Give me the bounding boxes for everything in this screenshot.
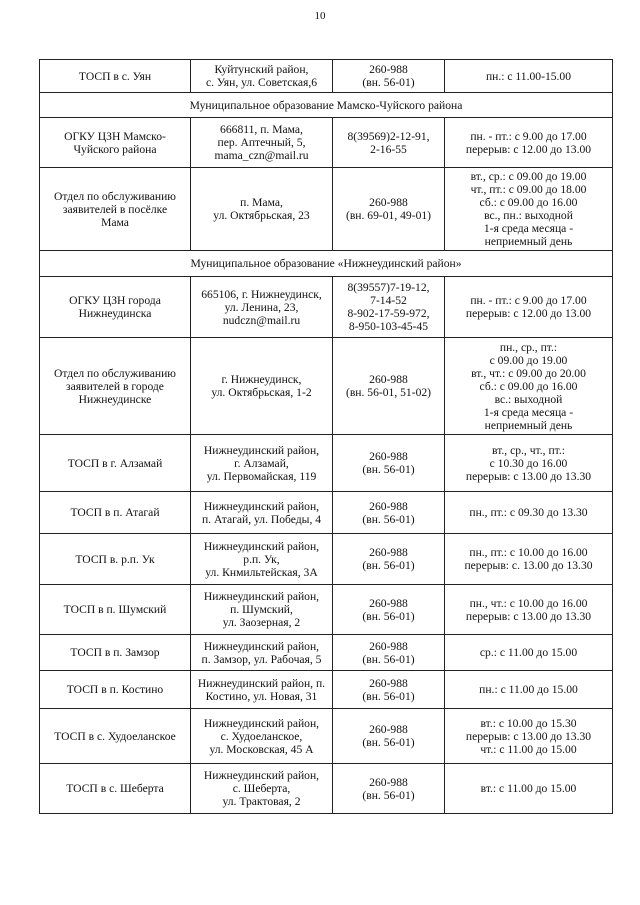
section-header-row xyxy=(40,251,613,277)
office-name-cell: ТОСП в п. Шумский xyxy=(40,585,191,635)
address-cell: Нижнеудинский район, п. Шумский, ул. Заозерная, 2 xyxy=(191,585,333,635)
hours-cell: вт.: с 10.00 до 15.30 перерыв: с 13.00 до 13.30 чт.: с 11.00 до 15.00 xyxy=(445,709,613,764)
office-name-cell: ТОСП в п. Костино xyxy=(40,671,191,709)
table-row xyxy=(40,168,613,251)
office-schedule-table xyxy=(39,59,613,814)
table-row xyxy=(40,709,613,764)
phone-cell: 260-988 (вн. 56-01) xyxy=(333,764,445,814)
page-number: 10 xyxy=(314,10,326,22)
hours-cell: пн.: с 11.00-15.00 xyxy=(445,60,613,93)
address-cell: 665106, г. Нижнеудинск, ул. Ленина, 23, nudczn@mail.ru xyxy=(191,277,333,338)
office-name-cell: ТОСП в п. Атагай xyxy=(40,492,191,534)
address-cell: Куйтунский район, с. Уян, ул. Советская,6 xyxy=(191,60,333,93)
address-cell: Нижнеудинский район, п. Замзор, ул. Рабочая, 5 xyxy=(191,635,333,671)
address-cell: Нижнеудинский район, г. Алзамай, ул. Первомайская, 119 xyxy=(191,435,333,492)
hours-cell: пн., ср., пт.: с 09.00 до 19.00 вт., чт.: с 09.00 до 20.00 сб.: с 09.00 до 16.00 вс.: выходной 1-я среда месяца - неприемный день xyxy=(445,338,613,435)
section-title: Муниципальное образование «Нижнеудинский район» xyxy=(40,251,613,277)
hours-cell: ср.: с 11.00 до 15.00 xyxy=(445,635,613,671)
office-name-cell: Отдел по обслуживанию заявителей в городе Нижнеудинске xyxy=(40,338,191,435)
hours-cell: вт., ср., чт., пт.: с 10.30 до 16.00 перерыв: с 13.00 до 13.30 xyxy=(445,435,613,492)
office-name-cell: ОГКУ ЦЗН города Нижнеудинска xyxy=(40,277,191,338)
office-name-cell: ТОСП в г. Алзамай xyxy=(40,435,191,492)
hours-cell: пн., пт.: с 09.30 до 13.30 xyxy=(445,492,613,534)
table-row xyxy=(40,671,613,709)
table-body xyxy=(40,60,613,814)
hours-cell: пн., пт.: с 10.00 до 16.00 перерыв: с. 13.00 до 13.30 xyxy=(445,534,613,585)
table-row xyxy=(40,277,613,338)
phone-cell: 260-988 (вн. 56-01, 51-02) xyxy=(333,338,445,435)
phone-cell: 260-988 (вн. 56-01) xyxy=(333,585,445,635)
office-name-cell: ТОСП в. р.п. Ук xyxy=(40,534,191,585)
phone-cell: 260-988 (вн. 56-01) xyxy=(333,709,445,764)
hours-cell: вт.: с 11.00 до 15.00 xyxy=(445,764,613,814)
table-row xyxy=(40,492,613,534)
hours-cell: вт., ср.: с 09.00 до 19.00 чт., пт.: с 09.00 до 18.00 сб.: с 09.00 до 16.00 вс., пн.: выходной 1-я среда месяца - неприемный день xyxy=(445,168,613,251)
address-cell: Нижнеудинский район, п. Атагай, ул. Победы, 4 xyxy=(191,492,333,534)
section-title: Муниципальное образование Мамско-Чуйского района xyxy=(40,93,613,118)
table-row xyxy=(40,764,613,814)
hours-cell: пн. - пт.: с 9.00 до 17.00 перерыв: с 12.00 до 13.00 xyxy=(445,118,613,168)
phone-cell: 8(39569)2-12-91, 2-16-55 xyxy=(333,118,445,168)
table-row xyxy=(40,585,613,635)
table-row xyxy=(40,60,613,93)
address-cell: Нижнеудинский район, п. Костино, ул. Новая, 31 xyxy=(191,671,333,709)
address-cell: Нижнеудинский район, с. Шеберта, ул. Трактовая, 2 xyxy=(191,764,333,814)
table-row xyxy=(40,435,613,492)
phone-cell: 260-988 (вн. 56-01) xyxy=(333,534,445,585)
office-name-cell: ОГКУ ЦЗН Мамско- Чуйского района xyxy=(40,118,191,168)
office-name-cell: ТОСП в с. Худоеланское xyxy=(40,709,191,764)
hours-cell: пн., чт.: с 10.00 до 16.00 перерыв: с 13.00 до 13.30 xyxy=(445,585,613,635)
phone-cell: 8(39557)7-19-12, 7-14-52 8-902-17-59-972, 8-950-103-45-45 xyxy=(333,277,445,338)
table-row xyxy=(40,534,613,585)
hours-cell: пн.: с 11.00 до 15.00 xyxy=(445,671,613,709)
hours-cell: пн. - пт.: с 9.00 до 17.00 перерыв: с 12.00 до 13.00 xyxy=(445,277,613,338)
address-cell: Нижнеудинский район, с. Худоеланское, ул. Московская, 45 А xyxy=(191,709,333,764)
office-name-cell: ТОСП в с. Уян xyxy=(40,60,191,93)
phone-cell: 260-988 (вн. 56-01) xyxy=(333,435,445,492)
office-name-cell: ТОСП в п. Замзор xyxy=(40,635,191,671)
office-name-cell: ТОСП в с. Шеберта xyxy=(40,764,191,814)
table-row xyxy=(40,338,613,435)
address-cell: п. Мама, ул. Октябрьская, 23 xyxy=(191,168,333,251)
table-row xyxy=(40,635,613,671)
address-cell: Нижнеудинский район, р.п. Ук, ул. Кнмильтейская, 3А xyxy=(191,534,333,585)
phone-cell: 260-988 (вн. 56-01) xyxy=(333,60,445,93)
phone-cell: 260-988 (вн. 56-01) xyxy=(333,492,445,534)
table-row xyxy=(40,118,613,168)
phone-cell: 260-988 (вн. 56-01) xyxy=(333,635,445,671)
phone-cell: 260-988 (вн. 56-01) xyxy=(333,671,445,709)
address-cell: г. Нижнеудинск, ул. Октябрьская, 1-2 xyxy=(191,338,333,435)
office-name-cell: Отдел по обслуживанию заявителей в посёлке Мама xyxy=(40,168,191,251)
section-header-row xyxy=(40,93,613,118)
address-cell: 666811, п. Мама, пер. Аптечный, 5, mama_czn@mail.ru xyxy=(191,118,333,168)
phone-cell: 260-988 (вн. 69-01, 49-01) xyxy=(333,168,445,251)
